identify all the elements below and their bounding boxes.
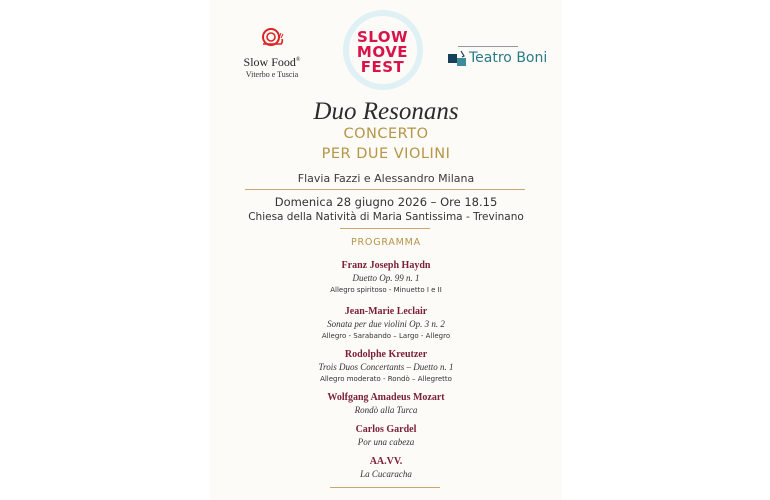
performers: Flavia Fazzi e Alessandro Milana bbox=[297, 172, 475, 185]
event-title: Duo Resonans bbox=[313, 98, 459, 125]
program-composer: Jean-Marie Leclair bbox=[344, 306, 428, 317]
registered-mark: ® bbox=[295, 57, 301, 63]
divider bbox=[340, 228, 430, 229]
program-composer: Carlos Gardel bbox=[355, 424, 417, 435]
program-movements: Allegro - Sarabando – Largo - Allegro bbox=[321, 332, 451, 340]
snail-icon bbox=[260, 24, 284, 48]
program-composer: AA.VV. bbox=[369, 456, 403, 467]
program-work: Por una cabeza bbox=[357, 437, 415, 447]
event-subtitle-line2: PER DUE VIOLINI bbox=[321, 146, 451, 162]
teatro-boni-logo bbox=[448, 40, 548, 70]
tiny-caption-lines bbox=[458, 45, 518, 48]
program-work: Duetto Op. 99 n. 1 bbox=[352, 273, 420, 283]
program-work: Rondò alla Turca bbox=[354, 405, 418, 415]
event-venue: Chiesa della Natività di Maria Santissima - Trevinano bbox=[248, 211, 524, 223]
program-composer: Rodolphe Kreutzer bbox=[344, 349, 428, 360]
program-composer: Franz Joseph Haydn bbox=[341, 260, 431, 271]
program-movements: Allegro spiritoso - Minuetto I e II bbox=[330, 286, 442, 294]
divider bbox=[245, 189, 525, 190]
event-subtitle-line1: CONCERTO bbox=[343, 126, 429, 142]
slow-move-fest-logo bbox=[335, 10, 430, 92]
divider bbox=[330, 487, 440, 488]
program-work: Sonata per due violini Op. 3 n. 2 bbox=[327, 319, 445, 329]
program-composer: Wolfgang Amadeus Mozart bbox=[327, 392, 445, 403]
stage-icon bbox=[448, 50, 468, 66]
program-work: La Cucaracha bbox=[360, 469, 412, 479]
program-heading: PROGRAMMA bbox=[351, 237, 421, 248]
slow-food-name: Slow Food bbox=[243, 55, 296, 69]
fest-line-move: MOVE bbox=[356, 43, 409, 61]
program-movements: Allegro moderato - Rondò – Allegretto bbox=[320, 375, 452, 383]
slow-food-subtitle: Viterbo e Tuscia bbox=[245, 70, 299, 79]
teatro-boni-name: Teatro Boni bbox=[469, 50, 548, 66]
event-date: Domenica 28 giugno 2026 – Ore 18.15 bbox=[274, 195, 498, 209]
program-work: Trois Duos Concertants – Duetto n. 1 bbox=[318, 362, 454, 372]
teatro-tiny-caption bbox=[458, 44, 518, 49]
slow-food-logo bbox=[232, 24, 312, 79]
fest-line-slow: SLOW bbox=[356, 28, 409, 46]
fest-line-fest: FEST bbox=[360, 58, 405, 76]
